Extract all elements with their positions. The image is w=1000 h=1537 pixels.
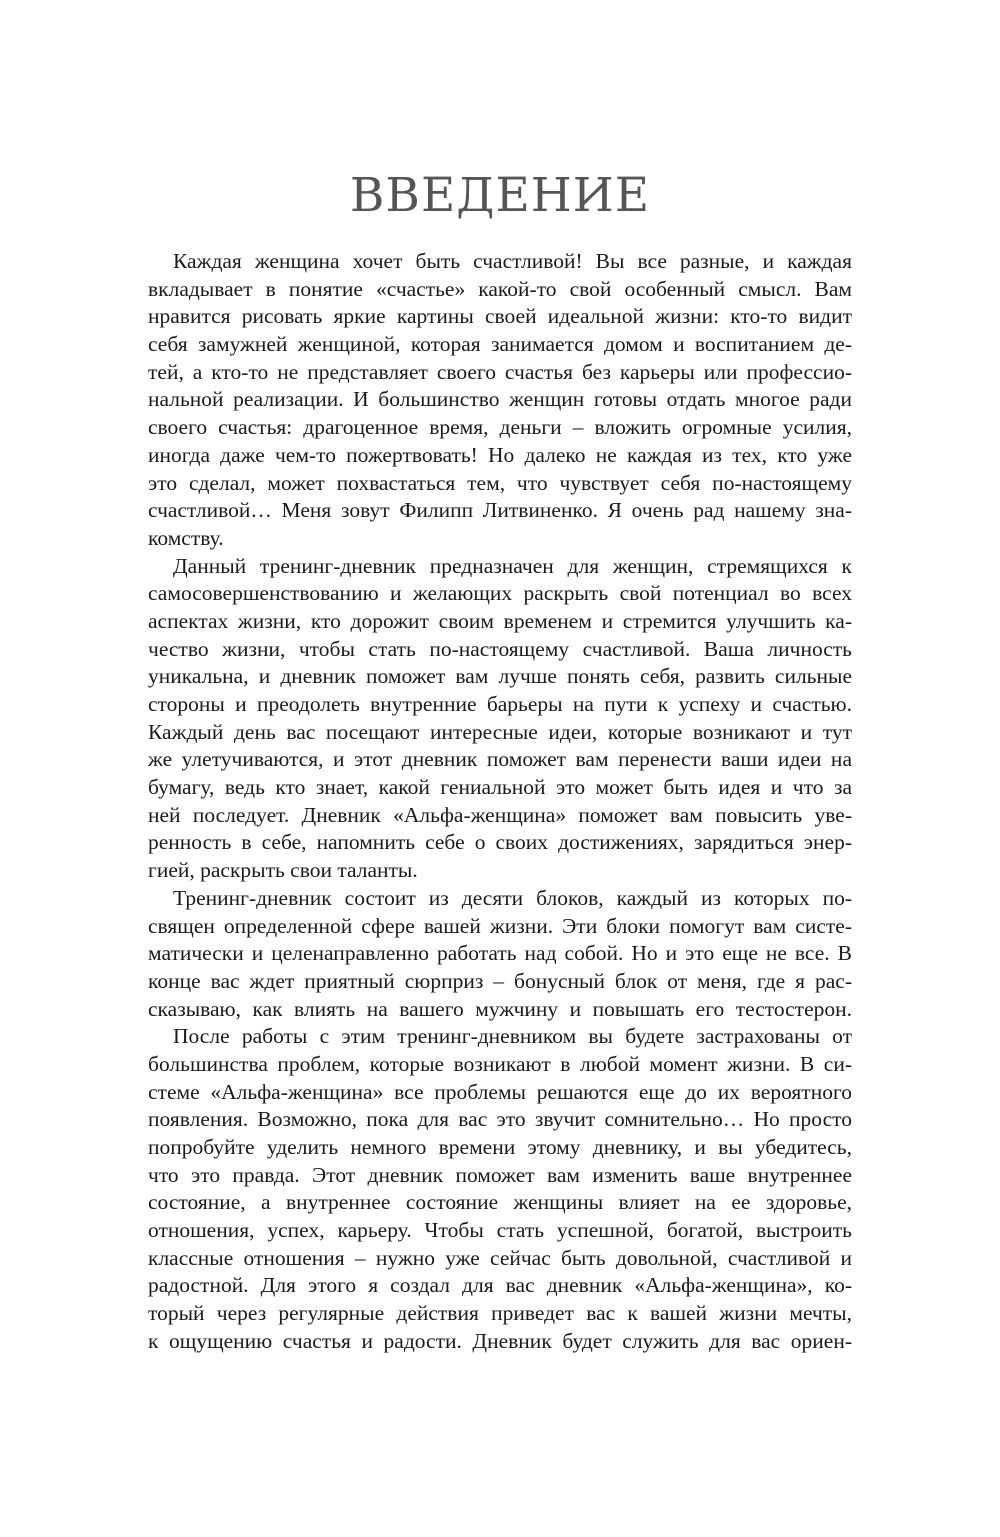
text-line: отношения, успех, карьеру. Чтобы стать успешной, богатой, выстроить: [148, 1218, 852, 1243]
text-line: чество жизни, чтобы стать по-настоящему счастливой. Ваша личность: [148, 636, 852, 661]
text-line: Данный тренинг-дневник предназначен для женщин, стремящихся к: [173, 553, 852, 578]
paragraph: [148, 248, 852, 553]
text-line: После работы с этим тренинг-дневником вы будете застрахованы от: [173, 1024, 852, 1049]
page-title: ВВЕДЕНИЕ: [349, 168, 651, 223]
text-line: Каждый день вас посещают интересные идеи, которые возникают и тут: [148, 719, 852, 744]
text-line: Тренинг-дневник состоит из десяти блоков, каждый из которых по-: [173, 885, 852, 910]
paragraph: [148, 885, 852, 1023]
text-line: комству.: [148, 525, 224, 550]
text-line: что это правда. Этот дневник поможет вам изменить ваше внутреннее: [148, 1162, 852, 1187]
text-line: священ определенной сфере вашей жизни. Эти блоки помогут вам систе-: [148, 913, 852, 938]
text-line: состояние, а внутреннее состояние женщины влияет на ее здоровье,: [148, 1190, 852, 1215]
text-line: нравится рисовать яркие картины своей идеальной жизни: кто-то видит: [148, 304, 852, 329]
text-line: иногда даже чем-то пожертвовать! Но далеко не каждая из тех, кто уже: [148, 442, 852, 467]
text-line: ренность в себе, напомнить себе о своих достижениях, зарядиться энер-: [148, 830, 852, 855]
text-line: это сделал, может похвастаться тем, что чувствует себя по-настоящему: [148, 470, 852, 495]
text-line: счастливой… Меня зовут Филипп Литвиненко. Я очень рад нашему зна-: [148, 498, 852, 523]
text-line: сказываю, как влиять на вашего мужчину и повышать его тестостерон.: [148, 996, 852, 1021]
text-line: классные отношения – нужно уже сейчас быть довольной, счастливой и: [148, 1245, 852, 1270]
text-line: тей, а кто-то не представляет своего счастья без карьеры или профессио-: [148, 359, 852, 384]
text-line: радостной. Для этого я создал для вас дневник «Альфа-женщина», ко-: [148, 1273, 852, 1298]
text-line: стеме «Альфа-женщина» все проблемы решаются еще до их вероятного: [148, 1079, 852, 1104]
text-line: Каждая женщина хочет быть счастливой! Вы все разные, и каждая: [173, 249, 852, 273]
text-line: своего счастья: драгоценное время, деньги – вложить огромные усилия,: [148, 415, 852, 440]
text-line: бумагу, ведь кто знает, какой гениальной это может быть идея и что за: [148, 775, 852, 800]
text-line: вкладывает в понятие «счастье» какой-то свой особенный смысл. Вам: [148, 276, 852, 301]
body-text: [148, 248, 852, 1356]
text-line: же улетучиваются, и этот дневник поможет вам перенести ваши идеи на: [148, 747, 852, 772]
text-line: самосовершенствованию и желающих раскрыть свой потенциал во всех: [148, 581, 852, 606]
text-line: нальной реализации. И большинство женщин готовы отдать многое ради: [148, 387, 852, 412]
text-line: появления. Возможно, пока для вас это звучит сомнительно… Но просто: [148, 1107, 852, 1132]
text-line: к ощущению счастья и радости. Дневник будет служить для вас ориен-: [148, 1328, 852, 1353]
paragraph: [148, 553, 852, 885]
text-line: уникальна, и дневник поможет вам лучше понять себя, развить сильные: [148, 664, 852, 689]
text-line: себя замужней женщиной, которая занимается домом и воспитанием де-: [148, 332, 852, 357]
text-line: торый через регулярные действия приведет вас к вашей жизни мечты,: [148, 1301, 852, 1326]
text-line: ней последует. Дневник «Альфа-женщина» поможет вам повысить уве-: [148, 802, 852, 827]
text-line: конце вас ждет приятный сюрприз – бонусный блок от меня, где я рас-: [148, 968, 852, 993]
text-line: попробуйте уделить немного времени этому дневнику, и вы убедитесь,: [148, 1135, 852, 1159]
text-line: большинства проблем, которые возникают в любой момент жизни. В си-: [148, 1051, 852, 1076]
text-line: гией, раскрыть свои таланты.: [148, 858, 418, 883]
paragraph: [148, 1023, 852, 1355]
text-line: аспектах жизни, кто дорожит своим временем и стремится улучшить ка-: [148, 608, 852, 633]
text-line: стороны и преодолеть внутренние барьеры на пути к успеху и счастью.: [148, 692, 852, 716]
text-line: матически и целенаправленно работать над собой. Но и это еще не все. В: [148, 941, 852, 966]
